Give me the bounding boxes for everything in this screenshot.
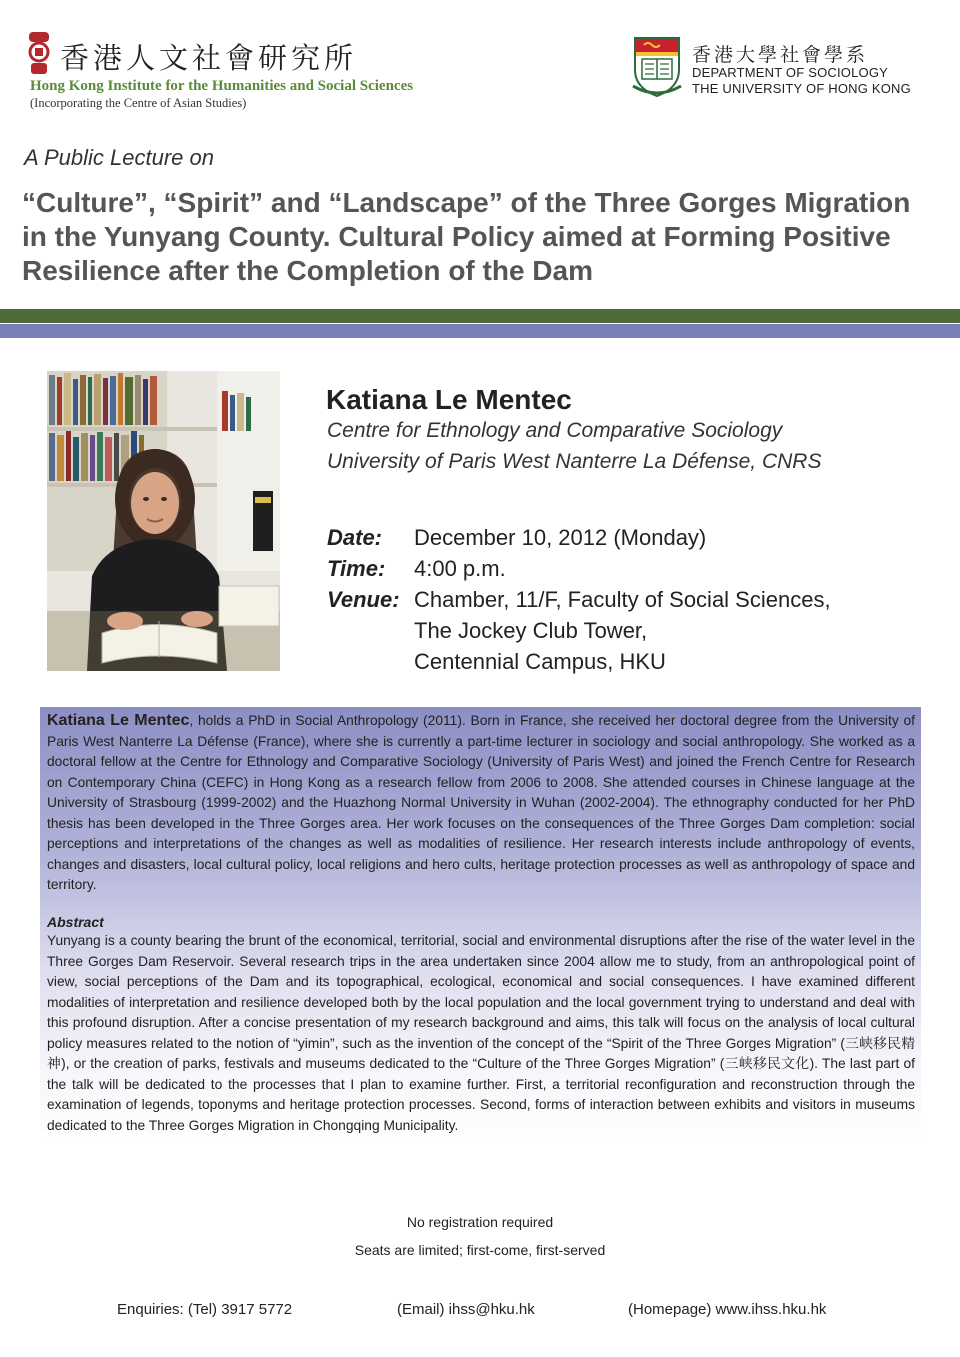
abstract-text: Yunyang is a county bearing the brunt of the economical, territorial, social and environmental disruptions after the rise of the water level in the Three Gorges Dam Reservoir. Several research trips in the area undertaken since 2004 allow me to study, from an anthropological point of view, social perceptions of the Dam and its topographical, ecological, economical and social consequences. I have examined different modalities of interpretation and resilience developed both by the local population and the local government trying to understand and deal with this profound disruption. After a concise presentation of my research background and aims, this talk will focus on the analysis of local cultural policy measures related to the notion of “yimin”, such as the invention of the concept of the “Spirit of the Three Gorges Migration” (三峡移民精神), or the creation of parks, festivals and museums dedicated to the “Culture of the Three Gorges Migration” (三峡移民文化). The last part of the talk will be dedicated to the processes that I plan to examine further. First, a territorial reconfiguration and reconstruction through the examination of legends, toponyms and heritage protection processes. Second, forms of interaction between exhibits and visitors in museums dedicated to the Three Gorges Migration in Chongqing Municipality.: [47, 933, 915, 1133]
venue-line: Chamber, 11/F, Faculty of Social Sciences,: [414, 587, 831, 612]
lecture-title-line: “Culture”, “Spirit” and “Landscape” of the Three Gorges Migration: [22, 187, 911, 218]
speaker-name: Katiana Le Mentec: [326, 384, 572, 415]
lecture-title-line: Resilience after the Completion of the Dam: [22, 255, 593, 286]
ihss-logo-icon: [26, 30, 52, 76]
speaker-affiliation: University of Paris West Nanterre La Défense, CNRS: [327, 450, 822, 473]
venue-line: The Jockey Club Tower,: [414, 618, 648, 643]
speaker-biography: [47, 711, 915, 896]
divider-band-blue: [0, 324, 960, 338]
enquiry-homepage: (Homepage) www.ihss.hku.hk: [628, 1301, 827, 1318]
ihss-subtitle: (Incorporating the Centre of Asian Studies): [30, 96, 247, 110]
dept-name: DEPARTMENT OF SOCIOLOGY: [692, 65, 889, 80]
registration-note: No registration required: [406, 1214, 554, 1230]
lecture-title-line: in the Yunyang County. Cultural Policy aimed at Forming Positive: [22, 221, 891, 252]
dept-chinese-name: 香港大學社會學系: [692, 44, 869, 66]
university-name: THE UNIVERSITY OF HONG KONG: [692, 81, 911, 96]
abstract-heading: Abstract: [47, 914, 104, 930]
hku-crest-icon: [632, 36, 682, 98]
venue-label: Venue:: [327, 587, 400, 612]
time-value: 4:00 p.m.: [414, 556, 506, 581]
enquiry-email: (Email) ihss@hku.hk: [397, 1301, 535, 1318]
speaker-photo: [47, 371, 280, 671]
time-label: Time:: [327, 556, 386, 581]
bio-text: , holds a PhD in Social Anthropology (2011). Born in France, she received her doctoral degree from the University of Paris West Nanterre La Défense (France), where she is currently a part-time lecturer in sociology and social anthropology. She worked as a doctoral fellow at the Centre for Ethnology and Comparative Sociology (University of Paris West) and joined the French Centre for Research on Contemporary China (CEFC) in Hong Kong as a research fellow from 2006 to 2008. She attended courses in Chinese language at the University of Strasbourg (1999-2002) and the Huazhong Normal University in Wuhan (2002-2004). The ethnography conducted for her PhD thesis has been developed in the Three Gorges area. Her work focuses on the consequences of the Three Gorges Dam completion: social perceptions and interpretations of the changes as well as modalities of resilience. Her research interests include anthropology of events, changes and disasters, local cultural policy, local religions and hero cults, heritage protection processes as well as anthropology of space and territory.: [47, 713, 916, 892]
speaker-affiliation: Centre for Ethnology and Comparative Sociology: [327, 419, 783, 442]
bio-speaker-name: Katiana Le Mentec: [47, 712, 190, 729]
divider-band-green: [0, 309, 960, 323]
lecture-kicker: A Public Lecture on: [24, 145, 214, 170]
seats-note: Seats are limited; first-come, first-served: [354, 1242, 606, 1258]
lecture-title: [22, 186, 947, 288]
ihss-chinese-name: 香港人文社會研究所: [60, 41, 358, 75]
venue-line: Centennial Campus, HKU: [414, 649, 666, 674]
date-value: December 10, 2012 (Monday): [414, 525, 707, 550]
enquiry-telephone: Enquiries: (Tel) 3917 5772: [117, 1301, 293, 1318]
ihss-name: Hong Kong Institute for the Humanities and Social Sciences: [30, 78, 414, 94]
date-label: Date:: [327, 525, 383, 550]
